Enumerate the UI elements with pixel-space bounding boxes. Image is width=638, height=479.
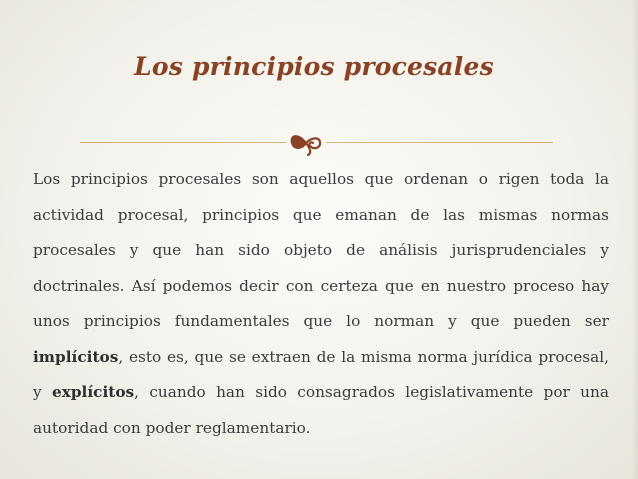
body-paragraph (33, 162, 609, 446)
term-explicitos: explícitos (51, 383, 135, 401)
term-implicitos: implícitos (33, 347, 119, 366)
divider-line-right (326, 142, 553, 143)
fleuron-icon (288, 129, 324, 157)
body-text-part-3: , cuando han sido consagrados legislativamente por una autoridad con poder reglamentario. (33, 383, 609, 437)
divider-line-left (80, 142, 286, 143)
title-divider (80, 133, 553, 153)
slide-title: Los principios procesales (134, 52, 494, 81)
body-text-part-2: , esto es, que se extraen de la misma norma jurídica procesal, y (33, 347, 609, 401)
body-text-part-1: Los principios procesales son aquellos que ordenan o rigen toda la actividad procesal, principios que emanan de las mismas normas procesales y que han sido objeto de análisis jurisprudenciales y doctrinales. Así podemos decir con certeza que en nuestro proceso hay unos principios fundamentales que lo norman y que pueden ser (33, 170, 609, 330)
